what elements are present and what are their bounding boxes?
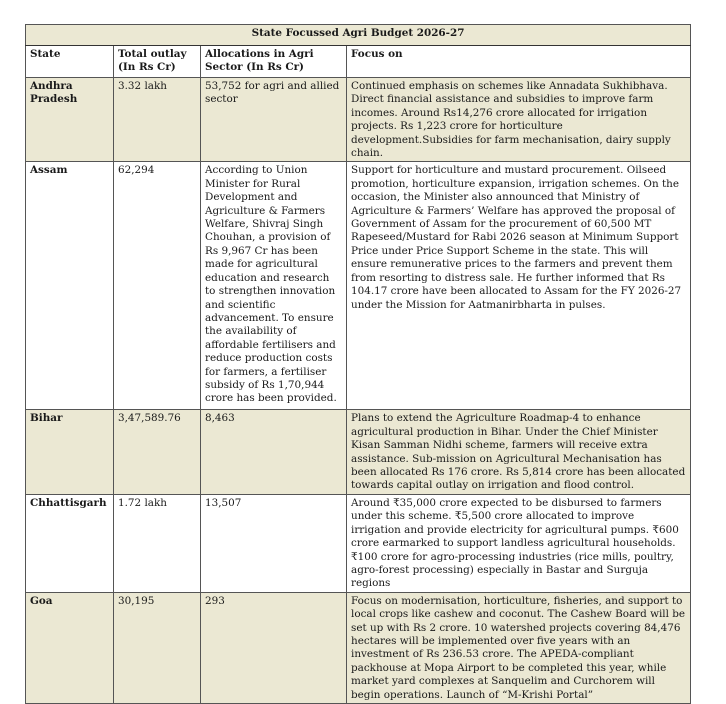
cell-focus: Around ₹35,000 crore expected to be disbursed to farmers under this scheme. ₹5,500 crore allocated to improve irrigation and provide electricity for agricultural pumps. ₹600 crore earmarked to support landless agricultural households. ₹100 crore for agro-processing industries (rice mills, poultry, agro-forest processing) especially in Bastar and Surguja regions [347, 494, 691, 592]
cell-state: Assam [26, 162, 114, 410]
header-state: State [26, 46, 114, 78]
cell-state: Andhra Pradesh [26, 78, 114, 162]
table-row [26, 494, 691, 592]
cell-total-outlay: 62,294 [114, 162, 201, 410]
cell-state: Bihar [26, 410, 114, 494]
cell-total-outlay: 3,47,589.76 [114, 410, 201, 494]
cell-total-outlay: 1.72 lakh [114, 494, 201, 592]
table-title: State Focussed Agri Budget 2026-27 [26, 25, 691, 46]
cell-total-outlay: 30,195 [114, 592, 201, 703]
cell-allocations: 13,507 [201, 494, 347, 592]
header-total-outlay: Total outlay (In Rs Cr) [114, 46, 201, 78]
cell-state: Chhattisgarh [26, 494, 114, 592]
cell-allocations: According to Union Minister for Rural Development and Agriculture & Farmers Welfare, Shivraj Singh Chouhan, a provision of Rs 9,967 Cr has been made for agricultural education and research to strengthen innovation and scientific advancement. To ensure the availability of affordable fertilisers and reduce production costs for farmers, a fertiliser subsidy of Rs 1,70,944 crore has been provided. [201, 162, 347, 410]
header-allocations: Allocations in Agri Sector (In Rs Cr) [201, 46, 347, 78]
cell-focus: Support for horticulture and mustard procurement. Oilseed promotion, horticulture expansion, irrigation schemes. On the occasion, the Minister also announced that Ministry of Agriculture & Farmers’ Welfare has approved the proposal of Government of Assam for the procurement of 60,500 MT Rapeseed/Mustard for Rabi 2026 season at Minimum Support Price under Price Support Scheme in the state. This will ensure remunerative prices to the farmers and prevent them from resorting to distress sale. He further informed that Rs 104.17 crore have been allocated to Assam for the FY 2026-27 under the Mission for Aatmanirbharta in pulses. [347, 162, 691, 410]
cell-focus: Continued emphasis on schemes like Annadata Sukhibhava. Direct financial assistance and subsidies to improve farm incomes. Around Rs14,276 crore allocated for irrigation projects. Rs 1,223 crore for horticulture development.Subsidies for farm mechanisation, dairy supply chain. [347, 78, 691, 162]
cell-state: Goa [26, 592, 114, 703]
agri-budget-table [25, 24, 691, 704]
cell-allocations: 53,752 for agri and allied sector [201, 78, 347, 162]
table-row [26, 410, 691, 494]
table-row [26, 78, 691, 162]
cell-focus: Plans to extend the Agriculture Roadmap-4 to enhance agricultural production in Bihar. Under the Chief Minister Kisan Samman Nidhi scheme, farmers will receive extra assistance. Sub-mission on Agricultural Mechanisation has been allocated Rs 176 crore. Rs 5,814 crore has been allocated towards capital outlay on irrigation and flood control. [347, 410, 691, 494]
cell-focus: Focus on modernisation, horticulture, fisheries, and support to local crops like cashew and coconut. The Cashew Board will be set up with Rs 2 crore. 10 watershed projects covering 84,476 hectares will be implemented over five years with an investment of Rs 236.53 crore. The APEDA-compliant packhouse at Mopa Airport to be completed this year, while market yard complexes at Sanquelim and Curchorem will begin operations. Launch of “M-Krishi Portal” [347, 592, 691, 703]
table-title-row [26, 25, 691, 46]
table-row [26, 592, 691, 703]
cell-allocations: 8,463 [201, 410, 347, 494]
cell-total-outlay: 3.32 lakh [114, 78, 201, 162]
table-header-row [26, 46, 691, 78]
cell-allocations: 293 [201, 592, 347, 703]
table-row [26, 162, 691, 410]
header-focus: Focus on [347, 46, 691, 78]
